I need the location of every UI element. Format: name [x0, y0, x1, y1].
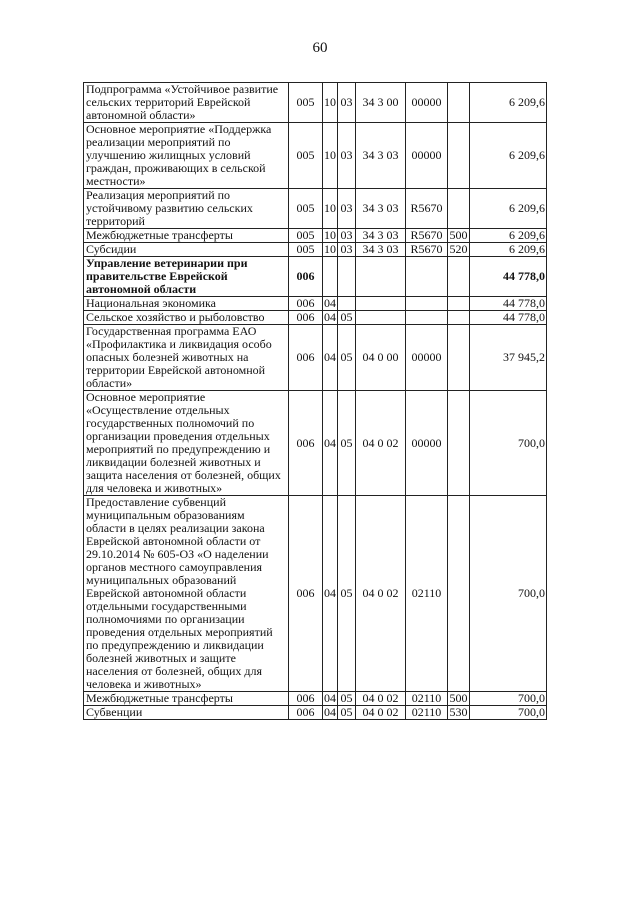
admin-code-cell: 006 [289, 391, 323, 496]
table-row [84, 123, 547, 189]
program-code-cell: 04 0 02 [356, 706, 406, 720]
program-code-cell [356, 311, 406, 325]
direction-code-cell: 00000 [406, 325, 448, 391]
section-code-cell: 10 [323, 83, 338, 123]
admin-code-cell: 005 [289, 83, 323, 123]
subsection-code-cell [338, 257, 356, 297]
row-name-cell: Реализация мероприятий по устойчивому развитию сельских территорий [84, 189, 289, 229]
section-code-cell [323, 257, 338, 297]
admin-code-cell: 006 [289, 496, 323, 692]
row-name-cell: Управление ветеринарии при правительстве Еврейской автономной области [84, 257, 289, 297]
direction-code-cell: 02110 [406, 706, 448, 720]
direction-code-cell: R5670 [406, 229, 448, 243]
amount-cell: 44 778,0 [470, 297, 547, 311]
program-code-cell: 34 3 03 [356, 229, 406, 243]
expense-type-cell: 530 [449, 705, 468, 719]
program-code-cell: 04 0 02 [356, 496, 406, 692]
subsection-code-cell [338, 297, 356, 311]
row-name-cell: Субвенции [84, 706, 289, 720]
subsection-code-cell: 05 [338, 496, 356, 692]
row-name-cell: Национальная экономика [84, 297, 289, 311]
program-code-cell [356, 257, 406, 297]
expense-type-cell [448, 257, 470, 297]
expense-type-cell [448, 391, 470, 496]
program-code-cell: 04 0 00 [356, 325, 406, 391]
amount-cell: 6 209,6 [470, 83, 547, 123]
amount-cell: 6 209,6 [470, 123, 547, 189]
admin-code-cell: 006 [289, 325, 323, 391]
table-row [84, 692, 547, 706]
program-code-cell: 04 0 02 [356, 692, 406, 706]
subsection-code-cell: 05 [338, 692, 356, 706]
expense-type-cell [448, 325, 470, 391]
row-name-cell: Основное мероприятие «Поддержка реализации мероприятий по улучшению жилищных условий граждан, проживающих в сельской местности» [84, 123, 289, 189]
section-code-cell: 04 [324, 691, 336, 705]
program-code-cell: 04 0 02 [356, 391, 406, 496]
section-code-cell: 04 [324, 296, 336, 310]
table-row [84, 706, 547, 720]
expense-type-cell [448, 83, 470, 123]
direction-code-cell: 02110 [406, 496, 448, 692]
amount-cell: 6 209,6 [470, 229, 547, 243]
program-code-cell: 34 3 03 [356, 243, 406, 257]
direction-code-cell: 00000 [406, 123, 448, 189]
subsection-code-cell: 03 [338, 229, 356, 243]
program-code-cell: 34 3 00 [356, 83, 406, 123]
section-code-cell: 10 [324, 242, 336, 256]
section-code-cell: 10 [323, 189, 338, 229]
row-name-cell: Межбюджетные трансферты [84, 229, 289, 243]
table-row [84, 391, 547, 496]
subsection-code-cell: 05 [338, 325, 356, 391]
section-code-cell: 04 [324, 310, 336, 324]
amount-cell: 44 778,0 [470, 257, 547, 297]
table-row [84, 311, 547, 325]
expense-type-cell: 500 [449, 228, 468, 242]
expense-type-cell [448, 297, 470, 311]
row-name-cell: Подпрограмма «Устойчивое развитие сельских территорий Еврейской автономной области» [84, 83, 289, 123]
subsection-code-cell: 05 [338, 391, 356, 496]
admin-code-cell: 005 [289, 123, 323, 189]
section-code-cell: 10 [323, 123, 338, 189]
admin-code-cell: 006 [289, 257, 323, 297]
amount-cell: 6 209,6 [470, 243, 547, 257]
row-name-cell: Межбюджетные трансферты [84, 692, 289, 706]
amount-cell: 700,0 [470, 391, 547, 496]
row-name-cell: Субсидии [84, 243, 289, 257]
direction-code-cell [406, 297, 448, 311]
program-code-cell: 34 3 03 [356, 123, 406, 189]
admin-code-cell: 006 [289, 706, 323, 720]
admin-code-cell: 005 [289, 243, 323, 257]
section-code-cell: 04 [323, 496, 338, 692]
section-code-cell: 04 [324, 705, 336, 719]
expense-type-cell [448, 496, 470, 692]
amount-cell: 700,0 [470, 496, 547, 692]
section-code-cell: 04 [323, 391, 338, 496]
expense-type-cell [448, 189, 470, 229]
amount-cell: 44 778,0 [470, 311, 547, 325]
budget-table-body [84, 83, 547, 720]
table-row [84, 496, 547, 692]
table-row [84, 257, 547, 297]
direction-code-cell: R5670 [406, 243, 448, 257]
table-row [84, 189, 547, 229]
table-row [84, 325, 547, 391]
subsection-code-cell: 03 [338, 243, 356, 257]
expense-type-cell [448, 123, 470, 189]
expense-type-cell: 500 [449, 691, 468, 705]
subsection-code-cell: 03 [338, 189, 356, 229]
amount-cell: 700,0 [470, 692, 547, 706]
admin-code-cell: 005 [289, 189, 323, 229]
subsection-code-cell: 03 [338, 83, 356, 123]
direction-code-cell [406, 311, 448, 325]
table-row [84, 297, 547, 311]
subsection-code-cell: 05 [338, 706, 356, 720]
direction-code-cell: 00000 [406, 391, 448, 496]
program-code-cell [356, 297, 406, 311]
direction-code-cell [406, 257, 448, 297]
amount-cell: 700,0 [470, 706, 547, 720]
direction-code-cell: R5670 [406, 189, 448, 229]
row-name-cell: Сельское хозяйство и рыболовство [84, 311, 289, 325]
direction-code-cell: 02110 [406, 692, 448, 706]
table-row [84, 83, 547, 123]
row-name-cell: Основное мероприятие «Осуществление отдельных государственных полномочий по организации проведения отдельных мероприятий по предупреждению и ликвидации болезней животных и защита населения от болезней, общих для человека и животных» [84, 391, 289, 496]
direction-code-cell: 00000 [406, 83, 448, 123]
admin-code-cell: 005 [289, 229, 323, 243]
section-code-cell: 10 [324, 228, 336, 242]
subsection-code-cell: 03 [338, 123, 356, 189]
admin-code-cell: 006 [289, 692, 323, 706]
page-number: 60 [312, 40, 328, 56]
amount-cell: 6 209,6 [470, 189, 547, 229]
row-name-cell: Предоставление субвенций муниципальным образованиям области в целях реализации закона Еврейской автономной области от 29.10.2014 № 605-ОЗ «О наделении органов местного самоуправления муниципальных образований Еврейской автономной области отдельными государственными полномочиями по организации проведения отдельных мероприятий по предупреждению и ликвидации болезней животных и защите населения от болезней, общих для человека и животных» [84, 496, 289, 692]
subsection-code-cell: 05 [338, 311, 356, 325]
admin-code-cell: 006 [289, 297, 323, 311]
program-code-cell: 34 3 03 [356, 189, 406, 229]
table-row [84, 243, 547, 257]
table-row [84, 229, 547, 243]
row-name-cell: Государственная программа ЕАО «Профилактика и ликвидация особо опасных болезней животных на территории Еврейской автономной области» [84, 325, 289, 391]
admin-code-cell: 006 [289, 311, 323, 325]
expense-type-cell: 520 [449, 242, 468, 256]
section-code-cell: 04 [323, 325, 338, 391]
expense-type-cell [448, 311, 470, 325]
amount-cell: 37 945,2 [470, 325, 547, 391]
budget-table [83, 82, 547, 720]
